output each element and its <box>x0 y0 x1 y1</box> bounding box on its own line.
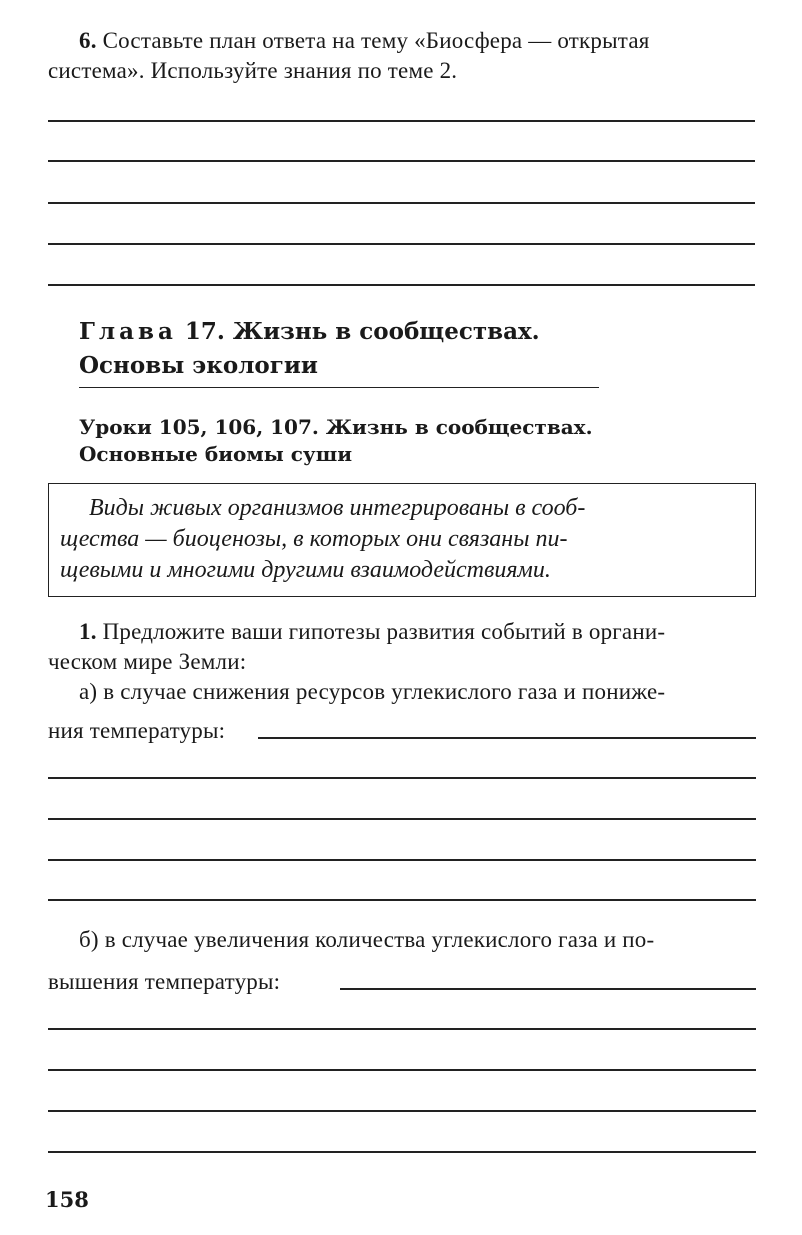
lesson-heading-line2: Основные биомы суши <box>79 442 353 466</box>
task1a-line1: а) в случае снижения ресурсов углекислого газа и пониже- <box>79 679 666 704</box>
answer-line[interactable] <box>340 988 756 990</box>
chapter-title-line2: Основы экологии <box>79 352 318 379</box>
task1-text-line1: Предложите ваши гипотезы развития событий в органи- <box>102 619 666 644</box>
answer-line[interactable] <box>48 777 756 779</box>
lesson-heading-line1: Уроки 105, 106, 107. Жизнь в сообществах. <box>79 415 593 439</box>
answer-line[interactable] <box>48 284 755 286</box>
answer-line[interactable] <box>48 1069 756 1071</box>
page-number: 158 <box>45 1187 89 1212</box>
answer-line[interactable] <box>48 243 755 245</box>
chapter-heading <box>79 315 540 349</box>
chapter-prefix: Глава <box>79 318 177 345</box>
answer-line[interactable] <box>48 1110 756 1112</box>
summary-box <box>48 483 756 597</box>
task1-line2: ческом мире Земли: <box>48 649 247 674</box>
task6-text-line1: Составьте план ответа на тему «Биосфера — открытая <box>102 28 650 53</box>
summary-line3: щевыми и многими другими взаимодействиями. <box>60 557 551 583</box>
task6-line1 <box>79 26 759 56</box>
answer-line[interactable] <box>48 859 756 861</box>
answer-line[interactable] <box>48 818 756 820</box>
task1-number: 1. <box>79 619 97 644</box>
task1a-line2: ния температуры: <box>48 718 226 743</box>
task6-number: 6. <box>79 28 97 53</box>
answer-line[interactable] <box>48 160 755 162</box>
task1b-line1: б) в случае увеличения количества углекислого газа и по- <box>79 927 655 952</box>
answer-line[interactable] <box>48 1028 756 1030</box>
answer-line[interactable] <box>48 1151 756 1153</box>
summary-line2: щества — биоценозы, в которых они связаны пи- <box>60 526 568 552</box>
answer-line[interactable] <box>48 899 756 901</box>
task1-line1 <box>79 617 665 647</box>
task6-line2: система». Используйте знания по теме 2. <box>48 58 458 83</box>
answer-line[interactable] <box>48 202 755 204</box>
task1b-line2: вышения температуры: <box>48 969 281 994</box>
answer-line[interactable] <box>48 120 755 122</box>
chapter-title-line1: 17. Жизнь в сообществах. <box>184 318 540 345</box>
chapter-underline <box>79 387 599 388</box>
summary-line1: Виды живых организмов интегрированы в сооб- <box>89 495 586 521</box>
answer-line[interactable] <box>258 737 756 739</box>
